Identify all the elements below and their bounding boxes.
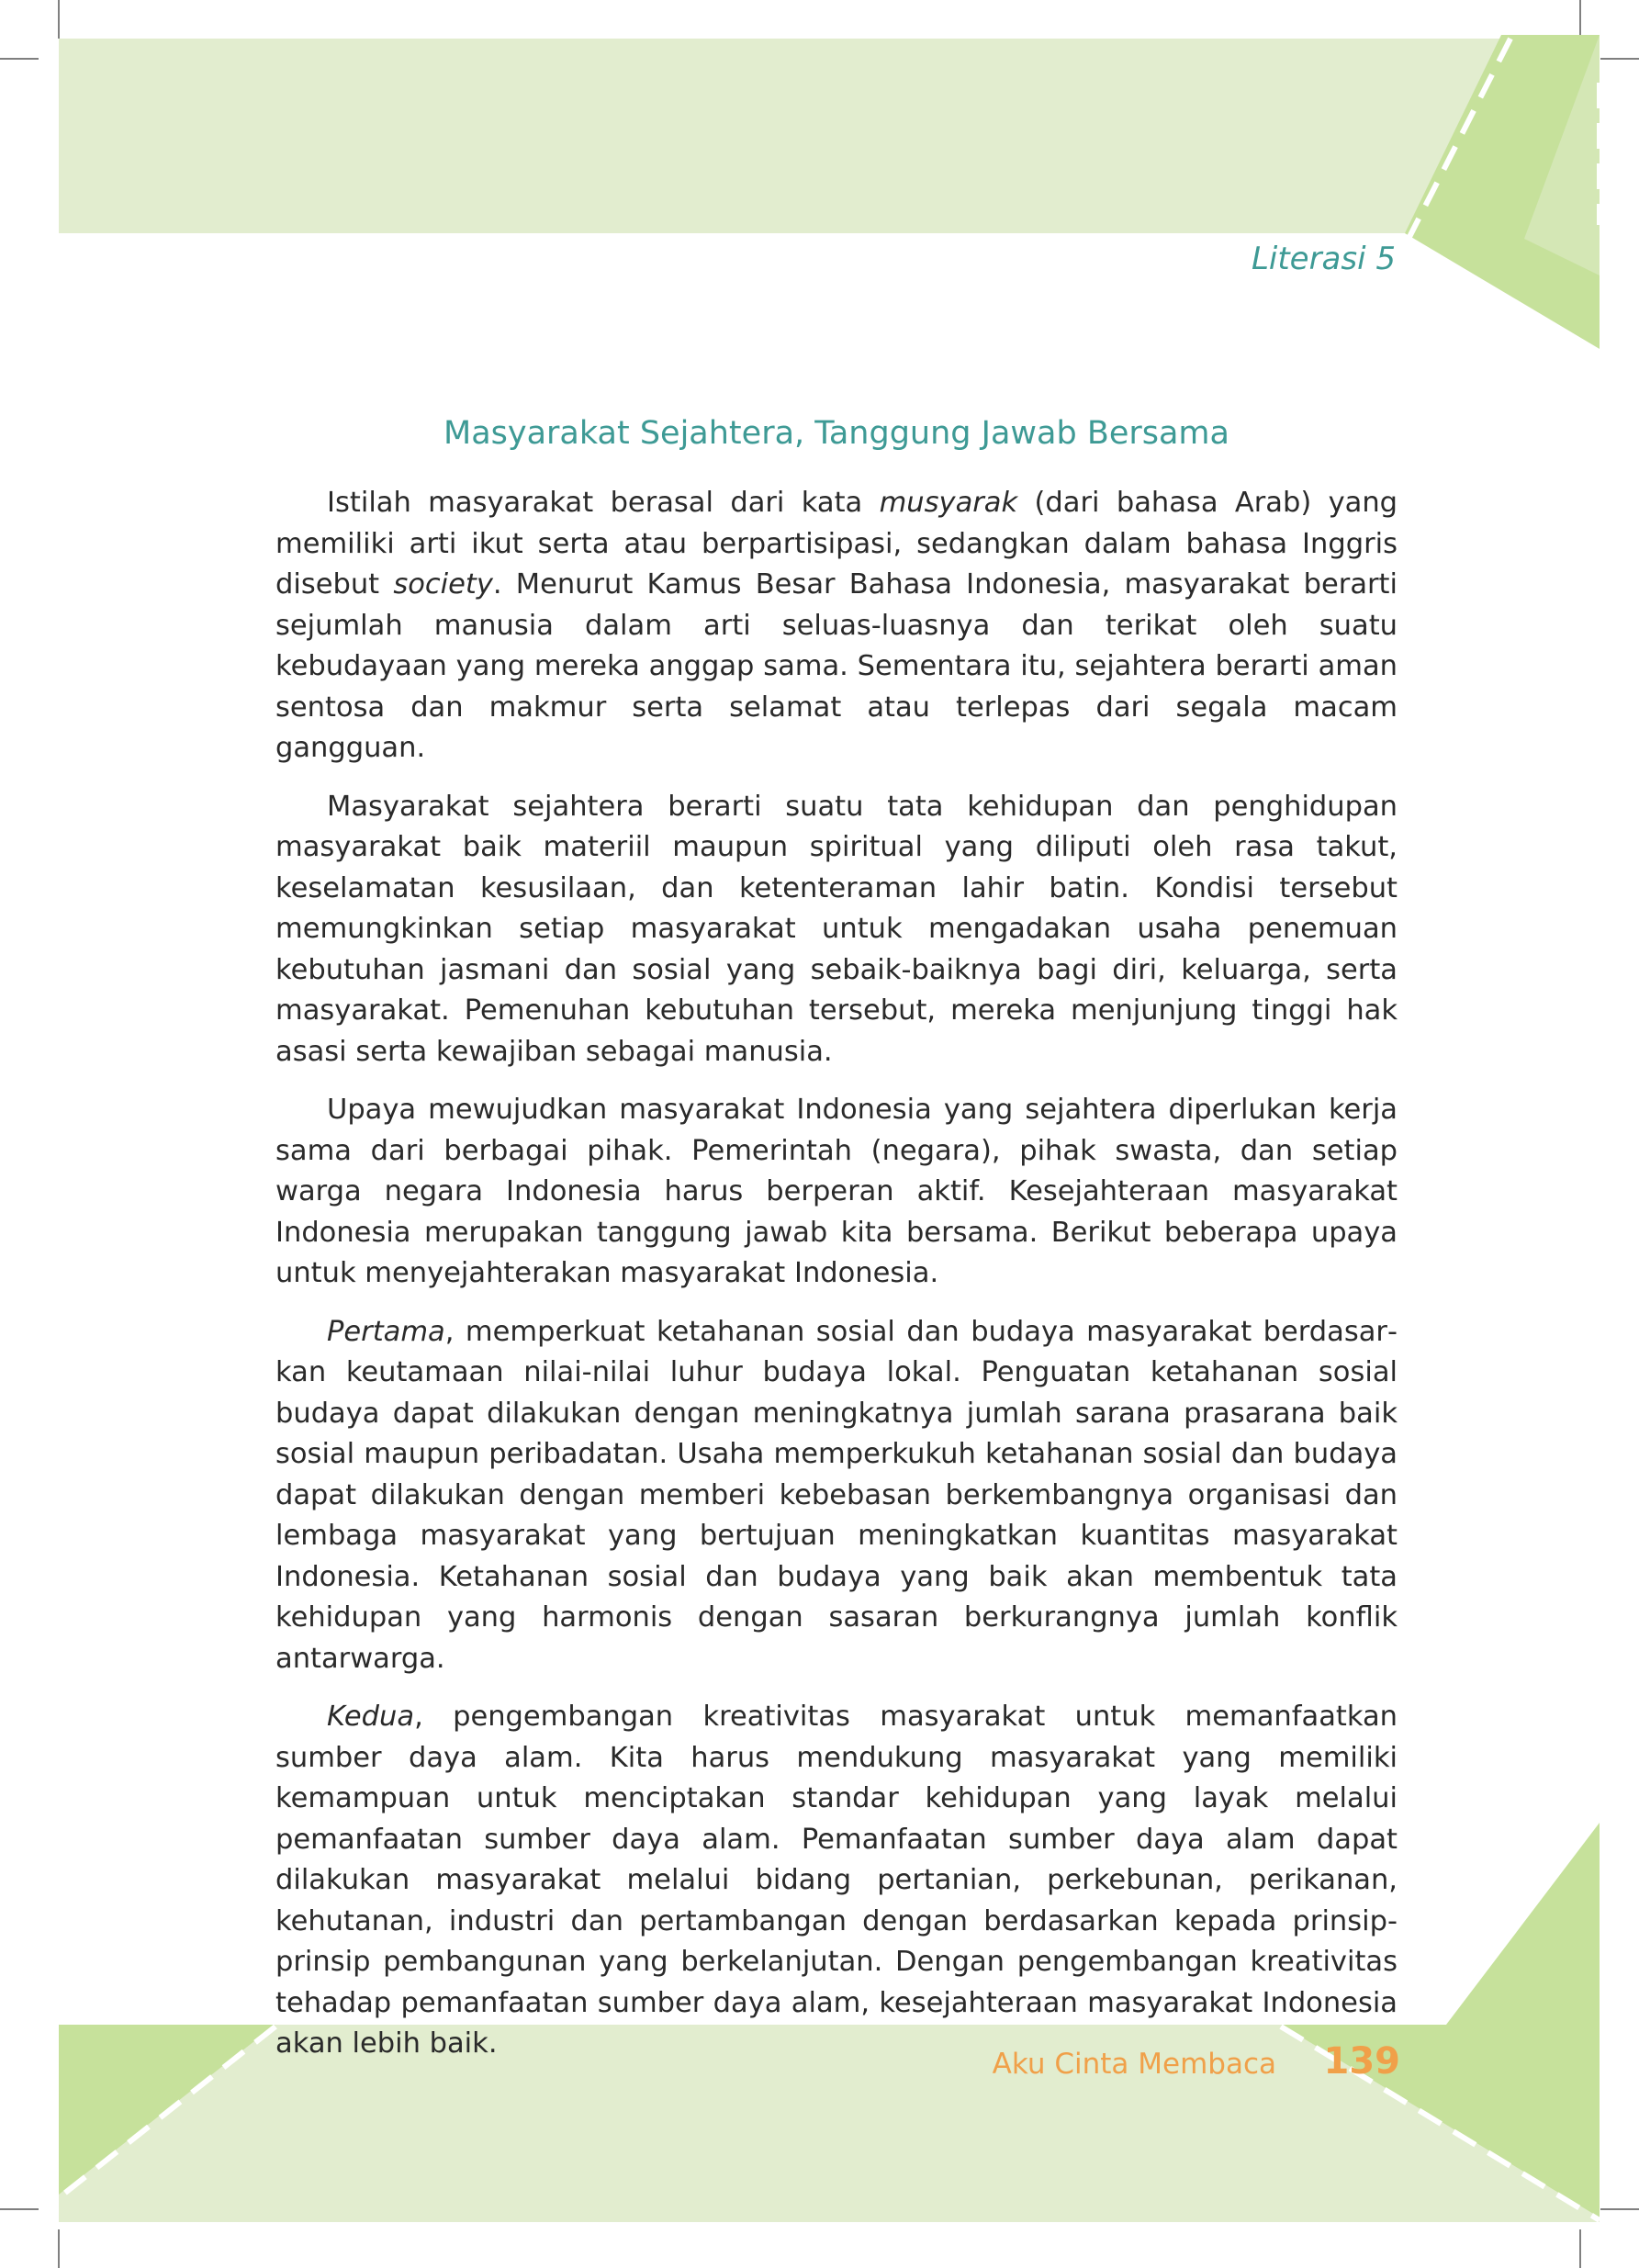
paragraph: Kedua, pengembangan kreativitas masyarakat untuk memanfaatkan sumber daya alam. Kita harus mendukung masyarakat yang memiliki kemampuan untuk menciptakan standar kehidupan yang layak melalui pemanfaatan sumber daya alam. Pemanfaatan sumber daya alam dapat dilakukan masyarakat melalui bidang pertanian, perkebunan, perikanan, kehutanan, industri dan pertambangan dengan berdasarkan kepada prinsip-prinsip pembangunan yang berkelanjutan. Dengan pengembangan kreativitas tehadap pemanfaatan sumber daya alam, kesejahteraan masyarakat Indonesia akan lebih baik. bbox=[275, 1701, 1398, 2060]
italic-term: society bbox=[393, 568, 493, 601]
italic-lead: Pertama bbox=[327, 1315, 445, 1348]
footer-book-title: Aku Cinta Membaca bbox=[992, 2048, 1276, 2081]
page-title: Masyarakat Sejahtera, Tanggung Jawab Bersama bbox=[443, 415, 1229, 452]
section-label: Literasi 5 bbox=[1251, 241, 1396, 277]
paragraph: Pertama, memperkuat ketahanan sosial dan budaya masyarakat berdasarkan keutamaan nilai-nilai luhur budaya lokal. Penguatan ketahanan sosial budaya dapat dilakukan dengan meningkatnya jumlah sarana prasarana baik sosial maupun peribadatan. Usaha memperkukuh ketahanan sosial dan budaya dapat dilakukan dengan memberi kebebasan berkembangnya organisasi dan lembaga masyarakat yang bertujuan meningkatkan kuantitas masyarakat Indonesia. Ketahanan sosial dan budaya yang baik akan membentuk tata kehidupan yang harmonis dengan sasaran berkurangnya jumlah konflik antarwarga. bbox=[275, 1315, 1398, 1675]
right-triangle bbox=[1446, 1823, 1600, 2025]
paragraph: Masyarakat sejahtera berarti suatu tata kehidupan dan penghidupan masyarakat baik materiil maupun spiritual yang diliputi oleh rasa takut, keselamatan kesusilaan, dan ketenteraman lahir batin. Kondisi tersebut memungkinkan setiap masyarakat untuk mengadakan usaha penemuan kebutuhan jasmani dan sosial yang sebaik-baiknya bagi diri, keluarga, serta masyarakat. Pemenuhan kebutuhan tersebut, mereka menjunjung tinggi hak asasi serta kewajiban sebagai manusia. bbox=[275, 790, 1398, 1068]
header-band bbox=[59, 39, 1600, 233]
italic-term: musyarak bbox=[879, 487, 1018, 519]
article-body bbox=[275, 483, 1398, 2083]
italic-lead: Kedua bbox=[327, 1701, 415, 1733]
paragraph: Upaya mewujudkan masyarakat Indonesia yang sejahtera diperlukan kerja sama dari berbagai pihak. Pemerintah (negara), pihak swasta, dan setiap warga negara Indonesia harus berperan aktif. Kesejahteraan masyarakat Indonesia merupakan tanggung jawab kita bersama. Berikut beberapa upaya untuk menyejahterakan masyarakat Indonesia. bbox=[275, 1094, 1398, 1289]
paragraph: Istilah masyarakat berasal dari kata musyarak (dari bahasa Arab) yang memiliki arti ikut serta atau berpartisipasi, sedangkan dalam bahasa Inggris disebut society. Menurut Kamus Besar Bahasa Indonesia, masyarakat berarti sejumlah manusia dalam arti seluas-luasnya dan terikat oleh suatu kebudayaan yang mereka anggap sama. Sementara itu, sejahtera berarti aman sentosa dan makmur serta selamat atau terlepas dari segala macam gangguan. bbox=[275, 487, 1398, 764]
page-number: 139 bbox=[1323, 2040, 1400, 2083]
